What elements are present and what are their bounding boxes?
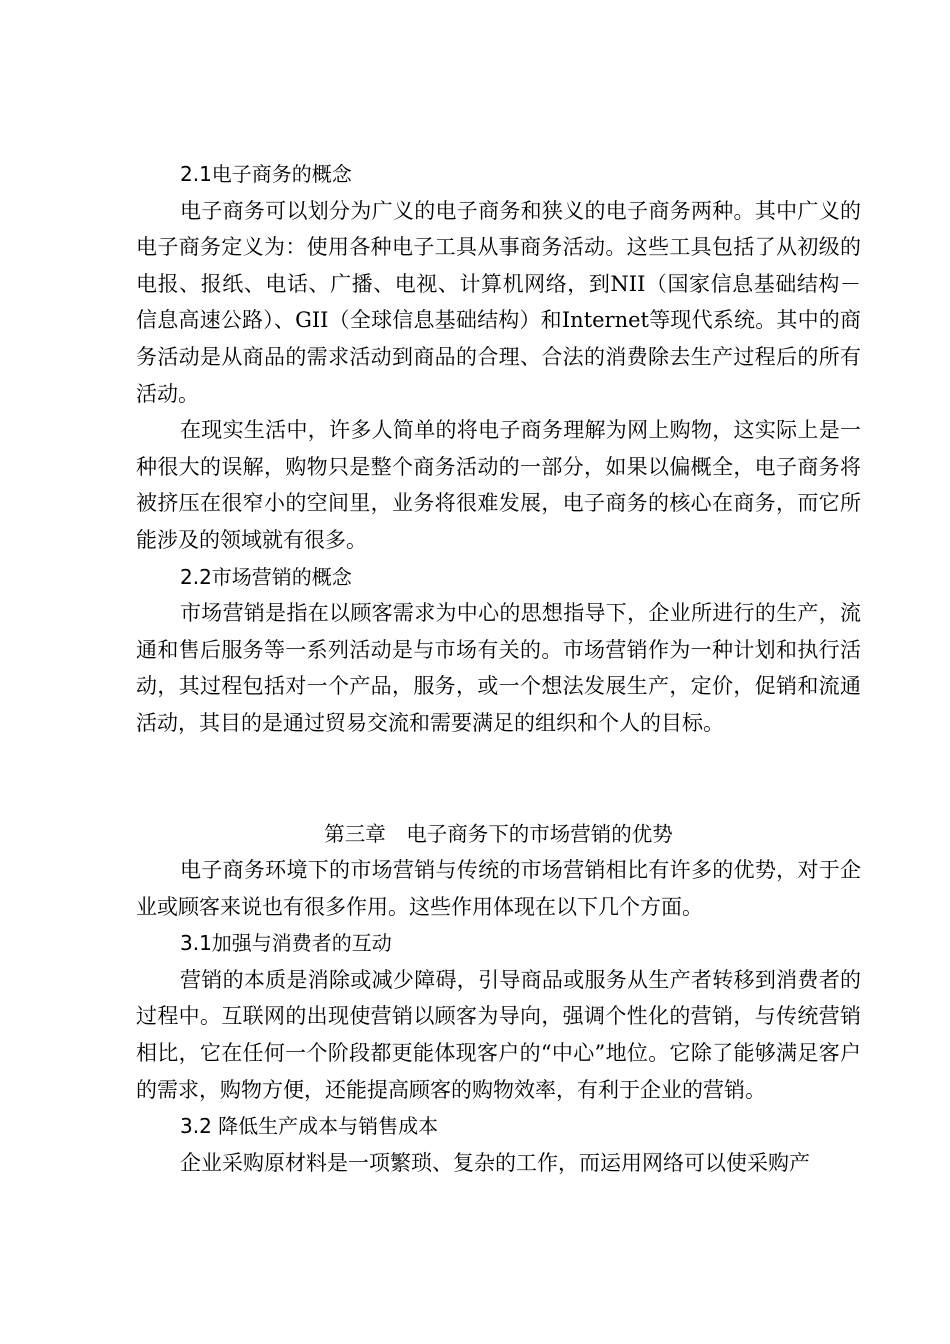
document-body [136,156,861,1181]
section-heading-3-2: 3.2 降低生产成本与销售成本 [180,1114,439,1139]
paragraph-ecommerce-definition: 电子商务可以划分为广义的电子商务和狭义的电子商务两种。其中广义的电子商务定义为：使用各种电子工具从事商务活动。这些工具包括了从初级的电报、报纸、电话、广播、电视、计算机网络，到NII（国家信息基础结构－信息高速公路）、GII（全球信息基础结构）和Internet等现代系统。其中的商务活动是从商品的需求活动到商品的合理、合法的消费除去生产过程后的所有活动。 [136,198,861,406]
paragraph-chapter-3-intro: 电子商务环境下的市场营销与传统的市场营销相比有许多的优势，对于企业或顾客来说也有很多作用。这些作用体现在以下几个方面。 [136,858,861,919]
chapter-title-3: 第三章 电子商务下的市场营销的优势 [324,821,673,846]
section-heading-3-1: 3.1加强与消费者的互动 [180,931,392,956]
paragraph-ecommerce-misunderstanding: 在现实生活中，许多人简单的将电子商务理解为网上购物，这实际上是一种很大的误解，购物只是整个商务活动的一部分，如果以偏概全，电子商务将被挤压在很窄小的空间里，业务将很难发展，电子商务的核心在商务，而它所能涉及的领域就有很多。 [136,418,861,552]
paragraph-marketing-definition: 市场营销是指在以顾客需求为中心的思想指导下，企业所进行的生产，流通和售后服务等一系列活动是与市场有关的。市场营销作为一种计划和执行活动，其过程包括对一个产品，服务，或一个想法发展生产，定价，促销和流通活动，其目的是通过贸易交流和需要满足的组织和个人的目标。 [136,601,861,735]
section-heading-2-2: 2.2市场营销的概念 [180,564,352,589]
paragraph-consumer-interaction: 营销的本质是消除或减少障碍，引导商品或服务从生产者转移到消费者的过程中。互联网的出现使营销以顾客为导向，强调个性化的营销，与传统营销相比，它在任何一个阶段都更能体现客户的“中心”地位。它除了能够满足客户的需求，购物方便，还能提高顾客的购物效率，有利于企业的营销。 [136,967,861,1102]
paragraph-cost-reduction: 企业采购原材料是一项繁琐、复杂的工作，而运用网络可以使采购产 [180,1150,810,1175]
section-heading-2-1: 2.1电子商务的概念 [180,162,352,186]
